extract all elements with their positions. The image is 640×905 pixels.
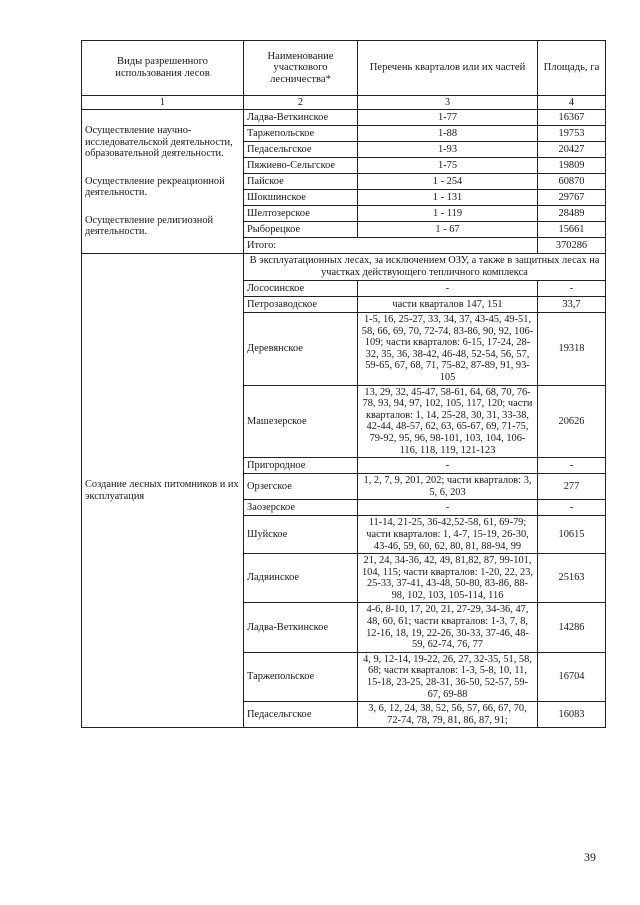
quarters-list: 4-6, 8-10, 17, 20, 21, 27-29, 34-36, 47, 48, 60, 61; части кварталов: 1-3, 7, 8, 12-16, 18, 19, 22-26, 30-33, 37-46, 48-59, 62-74, 76, 77 (358, 603, 538, 652)
area-value: 60870 (538, 174, 606, 190)
forestry-name: Шуйское (244, 516, 358, 554)
total-label: Итого: (244, 238, 538, 254)
area-value: - (538, 500, 606, 516)
column-number: 2 (244, 96, 358, 110)
purpose-text: Осуществление религиозной деятельности. (85, 214, 214, 238)
forestry-name: Ладва-Веткинское (244, 603, 358, 652)
forestry-name: Петрозаводское (244, 297, 358, 313)
quarters-list: 1, 2, 7, 9, 201, 202; части кварталов: 3, 5, 6, 203 (358, 474, 538, 500)
forestry-name: Педасельгское (244, 142, 358, 158)
quarters-list: 1-77 (358, 110, 538, 126)
quarters-list: 1-93 (358, 142, 538, 158)
area-value: - (538, 281, 606, 297)
purpose-text: Осуществление научно-исследовательской деятельности, образовательной деятельности. (85, 124, 233, 160)
quarters-list: 1-88 (358, 126, 538, 142)
table-row (82, 110, 606, 126)
area-value: 19318 (538, 313, 606, 386)
forestry-name: Машезерское (244, 385, 358, 458)
quarters-list: - (358, 500, 538, 516)
page-number: 39 (584, 850, 596, 864)
quarters-list: - (358, 458, 538, 474)
purpose-text: Осуществление рекреационной деятельности. (85, 175, 225, 199)
area-value: 16704 (538, 652, 606, 701)
quarters-list: 1 - 254 (358, 174, 538, 190)
quarters-list: - (358, 281, 538, 297)
forestry-name: Пригородное (244, 458, 358, 474)
forestry-name: Педасельгское (244, 702, 358, 728)
header-quarters: Перечень кварталов или их частей (358, 41, 538, 96)
forestry-name: Пяжиево-Сельгское (244, 158, 358, 174)
header-purpose: Виды разрешенного использования лесов (82, 41, 244, 96)
area-value: 10615 (538, 516, 606, 554)
forestry-name: Таржепольское (244, 126, 358, 142)
purpose-cell: Создание лесных питомников и их эксплуатация (82, 254, 244, 728)
area-value: 16083 (538, 702, 606, 728)
area-value: 20626 (538, 385, 606, 458)
column-number: 1 (82, 96, 244, 110)
forestry-name: Орзегское (244, 474, 358, 500)
purpose-cell (82, 110, 244, 254)
column-numbers-row (82, 96, 606, 110)
area-value: 277 (538, 474, 606, 500)
area-value: 29767 (538, 190, 606, 206)
quarters-list: 1-5, 16, 25-27, 33, 34, 37, 43-45, 49-51, 58, 66, 69, 70, 72-74, 83-86, 90, 92, 106-109; части кварталов: 6-15, 17-24, 28-32, 35, 36, 38-42, 46-48, 52-54, 56, 57, 59-65, 67, 68, 71, 75-82, 87-89, 91, 93-105 (358, 313, 538, 386)
quarters-list: 11-14, 21-25, 36-42,52-58, 61, 69-79; части кварталов: 1, 4-7, 15-19, 26-30, 43-46, 59, 60, 62, 80, 81, 88-94, 99 (358, 516, 538, 554)
area-value: 33,7 (538, 297, 606, 313)
quarters-list: 1-75 (358, 158, 538, 174)
header-forestry: Наименование участкового лесничества* (244, 41, 358, 96)
forestry-name: Пайское (244, 174, 358, 190)
forestry-name: Заозерское (244, 500, 358, 516)
area-value: - (538, 458, 606, 474)
area-value: 28489 (538, 206, 606, 222)
forestry-name: Ладвинское (244, 554, 358, 603)
column-number: 3 (358, 96, 538, 110)
forestry-name: Шокшинское (244, 190, 358, 206)
header-area: Площадь, га (538, 41, 606, 96)
quarters-list: 13, 29, 32, 45-47, 58-61, 64, 68, 70, 76-78, 93, 94, 97, 102, 105, 117, 120; части кварталов: 1, 14, 25-28, 30, 31, 33-38, 42-44, 48-57, 62, 63, 65-67, 69, 71-75, 79-92, 95, 96, 98-101, 103, 104, 106-116, 118, 119, 121-123 (358, 385, 538, 458)
area-value: 14286 (538, 603, 606, 652)
area-value: 16367 (538, 110, 606, 126)
quarters-list: 4, 9, 12-14, 19-22, 26, 27, 32-35, 51, 58, 68; части кварталов: 1-3, 5-8, 10, 11, 15-18, 23-25, 28-31, 36-50, 52-57, 59-67, 69-88 (358, 652, 538, 701)
forest-use-table (81, 40, 606, 728)
quarters-list: 1 - 131 (358, 190, 538, 206)
quarters-list: 3, 6, 12, 24, 38, 52, 56, 57, 66, 67, 70, 72-74, 78, 79, 81, 86, 87, 91; (358, 702, 538, 728)
forestry-name: Деревянское (244, 313, 358, 386)
forestry-name: Лососинское (244, 281, 358, 297)
total-area: 370286 (538, 238, 606, 254)
area-value: 20427 (538, 142, 606, 158)
area-value: 19753 (538, 126, 606, 142)
quarters-list: части кварталов 147, 151 (358, 297, 538, 313)
area-value: 19809 (538, 158, 606, 174)
forestry-name: Шелтозерское (244, 206, 358, 222)
area-value: 25163 (538, 554, 606, 603)
forestry-name: Рыборецкое (244, 222, 358, 238)
column-number: 4 (538, 96, 606, 110)
forestry-name: Таржепольское (244, 652, 358, 701)
quarters-list: 21, 24, 34-36, 42, 49, 81,82, 87, 99-101, 104, 115; части кварталов: 1-20, 22, 23, 25-33, 37-41, 43-48, 50-80, 83-86, 88-98, 102, 103, 105-114, 116 (358, 554, 538, 603)
table-header-row (82, 41, 606, 96)
section-note: В эксплуатационных лесах, за исключением ОЗУ, а также в защитных лесах на участках действующего тепличного комплекса (244, 254, 606, 281)
area-value: 15661 (538, 222, 606, 238)
quarters-list: 1 - 67 (358, 222, 538, 238)
forestry-name: Ладва-Веткинское (244, 110, 358, 126)
table-row (82, 254, 606, 281)
quarters-list: 1 - 119 (358, 206, 538, 222)
